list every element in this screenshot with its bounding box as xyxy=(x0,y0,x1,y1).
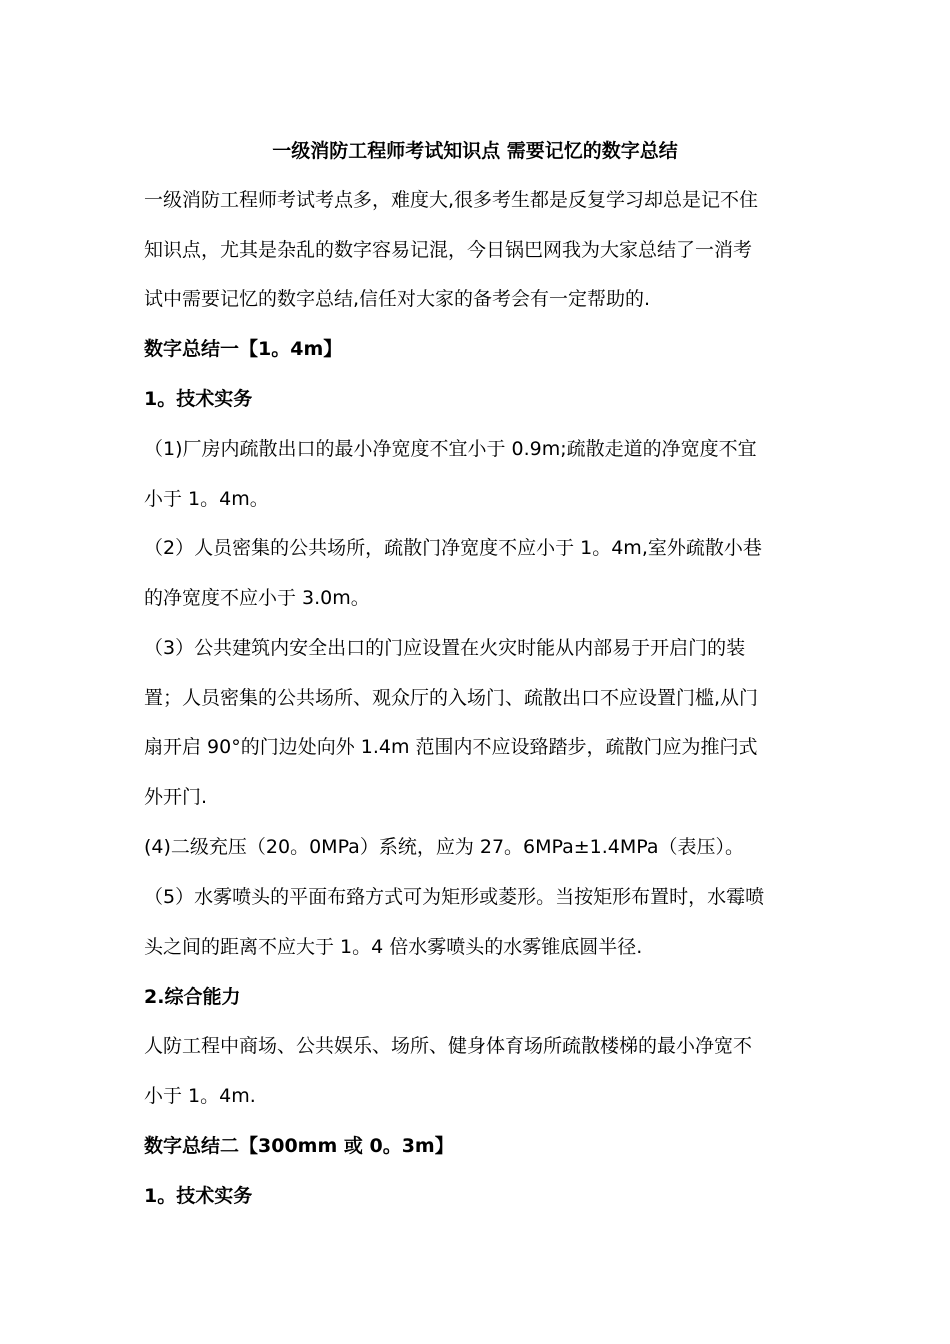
intro-line: 试中需要记忆的数字总结,信任对大家的备考会有一定帮助的. xyxy=(144,288,651,311)
ability-line: 小于 1。4m. xyxy=(144,1084,256,1107)
item-line: （2）人员密集的公共场所，疏散门净宽度不应小于 1。4m,室外疏散小巷 xyxy=(144,537,762,559)
section1-subheading-ability: 2.综合能力 xyxy=(144,986,241,1008)
section1-subheading-practice: 1。技术实务 xyxy=(144,388,253,410)
ability-line: 人防工程中商场、公共娱乐、场所、健身体育场所疏散楼梯的最小净宽不 xyxy=(144,1035,753,1057)
item-line: 扇开启 90°的门边处向外 1.4m 范围内不应设臵踏步，疏散门应为推闩式 xyxy=(144,736,758,759)
intro-line: 一级消防工程师考试考点多，难度大,很多考生都是反复学习却总是记不住 xyxy=(144,189,759,211)
item-5 xyxy=(144,873,808,972)
item-line: 头之间的距离不应大于 1。4 倍水雾喷头的水雾锥底圆半径. xyxy=(144,935,643,958)
document-title: 一级消防工程师考试知识点 需要记忆的数字总结 xyxy=(272,140,678,162)
item-3 xyxy=(144,624,808,823)
ability-paragraph xyxy=(144,1022,808,1121)
intro-paragraph xyxy=(144,176,808,325)
item-line: （1)厂房内疏散出口的最小净宽度不宜小于 0.9m;疏散走道的净宽度不宜 xyxy=(144,438,757,460)
item-4: (4)二级充压（20。0MPa）系统，应为 27。6MPa±1.4MPa（表压）。 xyxy=(144,836,745,858)
section2-heading: 数字总结二【300mm 或 0。3m】 xyxy=(144,1135,454,1157)
item-line: 小于 1。4m。 xyxy=(144,487,269,510)
item-1 xyxy=(144,425,808,524)
item-line: 的净宽度不应小于 3.0m。 xyxy=(144,586,370,609)
item-line: 置；人员密集的公共场所、观众厅的入场门、疏散出口不应设置门槛,从门 xyxy=(144,686,759,709)
item-2 xyxy=(144,524,808,623)
section1-heading: 数字总结一【1。4m】 xyxy=(144,338,343,360)
section2-subheading-practice: 1。技术实务 xyxy=(144,1185,253,1207)
item-line: （5）水雾喷头的平面布臵方式可为矩形或菱形。当按矩形布置时，水霉喷 xyxy=(144,886,765,908)
item-line: 外开门. xyxy=(144,786,208,809)
item-line: （3）公共建筑内安全出口的门应设置在火灾时能从内部易于开启门的装 xyxy=(144,637,746,659)
intro-line: 知识点，尤其是杂乱的数字容易记混，今日锅巴网我为大家总结了一消考 xyxy=(144,238,753,261)
